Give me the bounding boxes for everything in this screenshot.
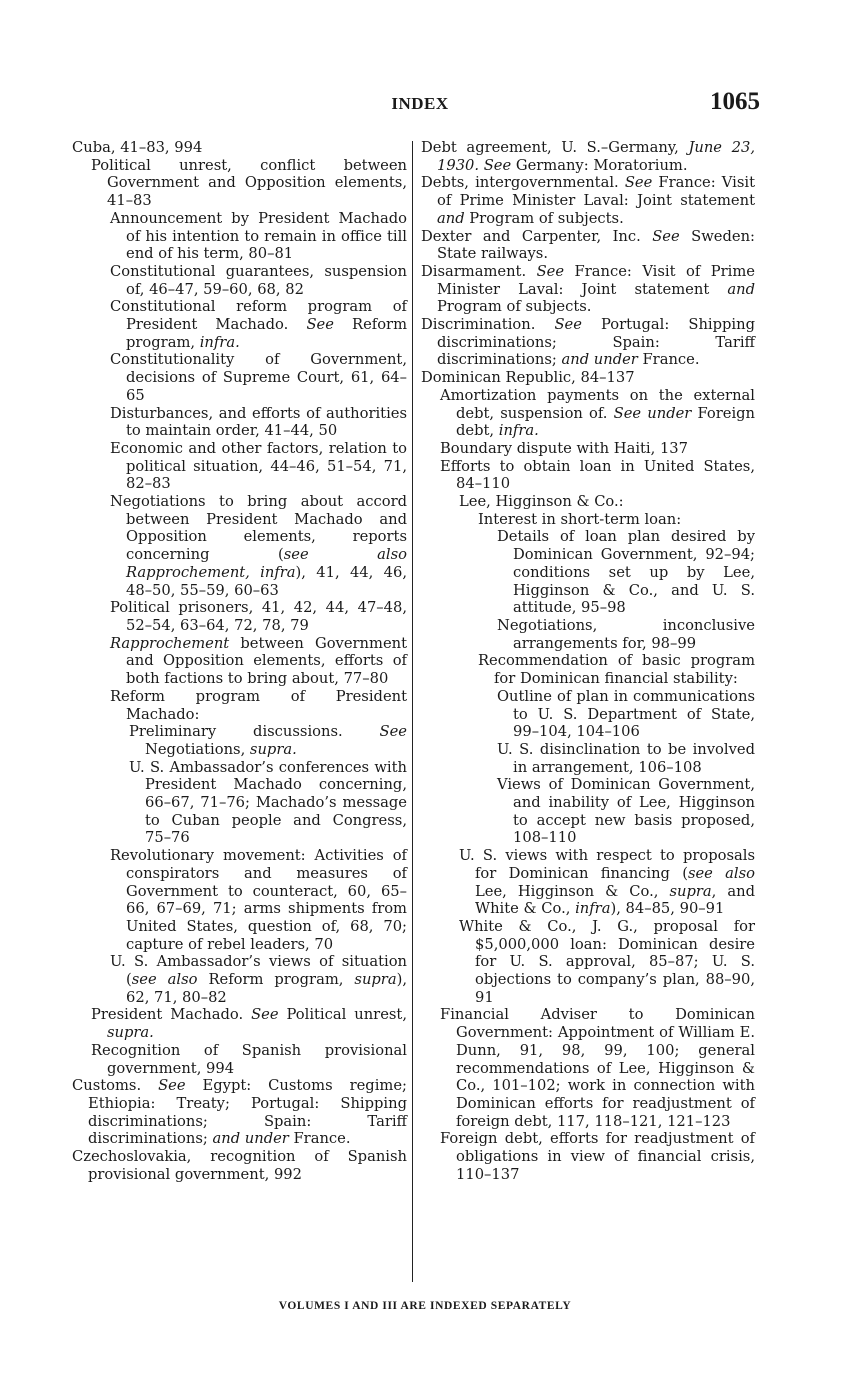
right-index-column <box>421 139 755 1183</box>
index-entry: Discrimination. See Portugal: Shipping discriminations; Spain: Tariff discriminations; and under France. <box>421 316 755 369</box>
index-entry: Czechoslovakia, recognition of Spanish provisional government, 992 <box>72 1148 407 1183</box>
left-index-column <box>72 139 407 1183</box>
index-entry: Cuba, 41–83, 994 <box>72 139 203 156</box>
index-entry: Recommendation of basic program for Dominican financial stability: <box>478 652 755 688</box>
index-entry: Constitutional reform program of President Machado. See Reform program, infra. <box>110 298 407 351</box>
index-entry: President Machado. See Political unrest, supra. <box>91 1006 407 1042</box>
index-entry: Disturbances, and efforts of authorities to maintain order, 41–44, 50 <box>110 404 407 440</box>
running-header-title: INDEX <box>391 94 449 113</box>
index-entry: Efforts to obtain loan in United States, 84–110 <box>440 457 755 493</box>
index-entry: Revolutionary movement: Activities of conspirators and measures of Government to counteract, 60, 65–66, 67–69, 71; arms shipments from United States, question of, 68, 70; capture of rebel leaders, 70 <box>110 847 407 953</box>
index-entry: Constitutional guarantees, suspension of, 46–47, 59–60, 68, 82 <box>110 262 407 298</box>
index-entry: Dexter and Carpenter, Inc. See Sweden: State railways. <box>421 227 755 263</box>
index-entry: Amortization payments on the external debt, suspension of. See under Foreign debt, infra. <box>440 386 756 440</box>
index-entry: Foreign debt, efforts for readjustment of obligations in view of financial crisis, 110–137 <box>440 1130 755 1183</box>
index-entry: Lee, Higginson & Co.: <box>459 493 624 511</box>
index-entry: Details of loan plan desired by Dominican Government, 92–94; conditions set up by Lee, Higginson & Co., and U. S. attitude, 95–98 <box>497 528 755 617</box>
index-entry: Preliminary discussions. See Negotiations, supra. <box>129 723 407 758</box>
index-entry: Constitutionality of Government, decisions of Supreme Court, 61, 64–65 <box>110 351 407 404</box>
index-entry: Political unrest, conflict between Government and Opposition elements, 41–83 <box>91 156 407 210</box>
index-entry: U. S. Ambassador’s views of situation (see also Reform program, supra), 62, 71, 80–82 <box>110 953 407 1006</box>
index-entry: Reform program of President Machado: <box>110 687 407 723</box>
index-entry: Interest in short-term loan: <box>478 510 682 528</box>
volume-note-footer: VOLUMES I AND III ARE INDEXED SEPARATELY <box>278 1300 572 1312</box>
index-entry: Disarmament. See France: Visit of Prime Minister Laval: Joint statement and Program of subjects. <box>421 262 755 316</box>
column-divider <box>412 141 413 1282</box>
index-entry: Rapprochement between Government and Opposition elements, efforts of both factions to bring about, 77–80 <box>110 634 407 688</box>
index-entry: U. S. views with respect to proposals for Dominican financing (see also Lee, Higginson & Co., supra, and White & Co., infra), 84–85, 90–91 <box>459 847 755 918</box>
index-entry: Political prisoners, 41, 42, 44, 47–48, 52–54, 63–64, 72, 78, 79 <box>110 599 407 634</box>
index-entry: Debt agreement, U. S.–Germany, June 23, 1930. See Germany: Moratorium. <box>421 139 756 174</box>
index-entry: Recognition of Spanish provisional government, 994 <box>91 1041 407 1077</box>
index-entry: Negotiations to bring about accord between President Machado and Opposition elements, reports concerning (see also Rapprochement, infra), 41, 44, 46, 48–50, 55–59, 60–63 <box>110 493 407 599</box>
index-entry: U. S. disinclination to be involved in arrangement, 106–108 <box>497 740 755 776</box>
index-entry: Debts, intergovernmental. See France: Visit of Prime Minister Laval: Joint statement and Program of subjects. <box>421 174 755 227</box>
index-entry: Boundary dispute with Haiti, 137 <box>440 439 688 457</box>
index-entry: Views of Dominican Government, and inability of Lee, Higginson to accept new basis proposed, 108–110 <box>497 776 755 847</box>
index-entry: White & Co., J. G., proposal for $5,000,000 loan: Dominican desire for U. S. approval, 85–87; U. S. objections to company’s plan, 88–90, 91 <box>459 917 755 1006</box>
index-entry: Customs. See Egypt: Customs regime; Ethiopia: Treaty; Portugal: Shipping discriminations; Spain: Tariff discriminations; and under France. <box>72 1077 407 1148</box>
page-number: 1065 <box>710 88 760 115</box>
index-entry: U. S. Ambassador’s conferences with President Machado concerning, 66–67, 71–76; Machado’s message to Cuban people and Congress, 75–76 <box>129 758 407 847</box>
index-entry: Outline of plan in communications to U. S. Department of State, 99–104, 104–106 <box>497 687 755 741</box>
index-entry: Economic and other factors, relation to political situation, 44–46, 51–54, 71, 82–83 <box>110 439 407 493</box>
index-entry: Announcement by President Machado of his intention to remain in office till end of his term, 80–81 <box>110 209 407 263</box>
index-entry: Dominican Republic, 84–137 <box>421 369 635 387</box>
index-entry: Negotiations, inconclusive arrangements for, 98–99 <box>497 616 755 652</box>
index-entry: Financial Adviser to Dominican Government: Appointment of William E. Dunn, 91, 98, 99, 100; general recommendations of Lee, Higginson & Co., 101–102; work in connection with Dominican efforts for readjustment of foreign debt, 117, 118–121, 121–123 <box>440 1006 755 1130</box>
